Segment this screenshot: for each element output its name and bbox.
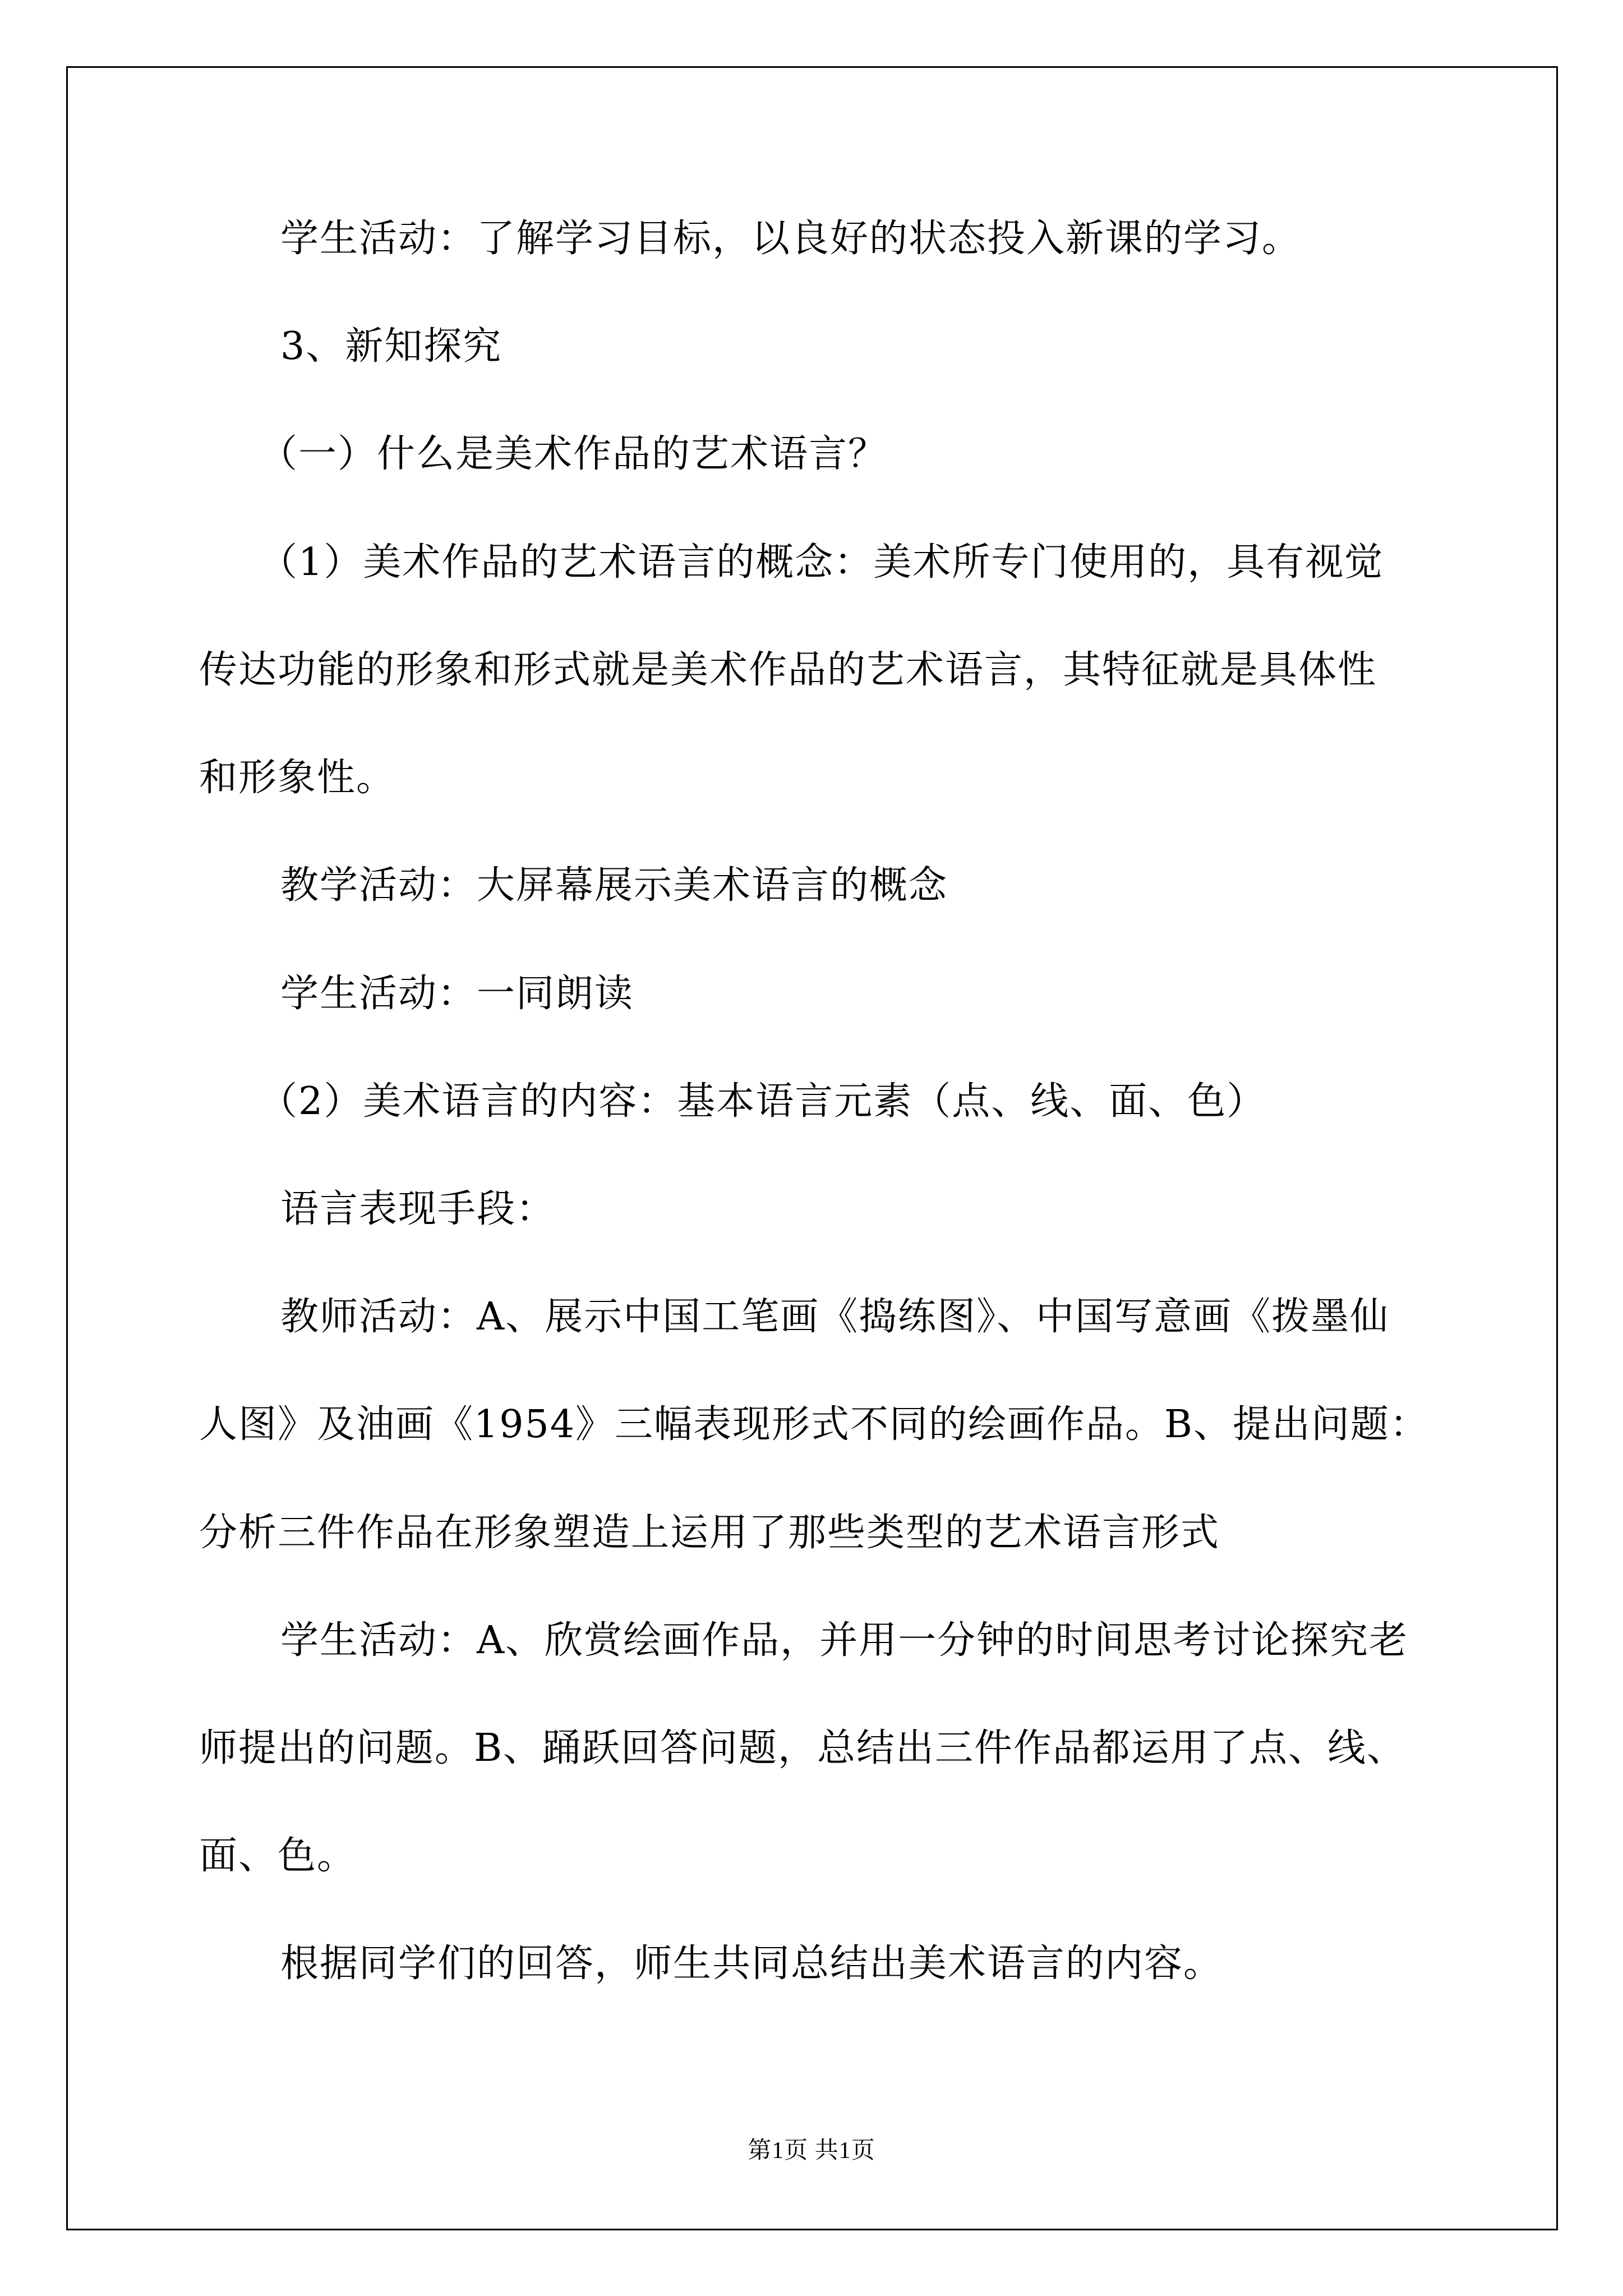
paragraph-line: 学生活动：一同朗读 <box>280 972 634 1016</box>
section-heading: 3、新知探究 <box>280 324 502 369</box>
paragraph-line: 学生活动：了解学习目标，以良好的状态投入新课的学习。 <box>280 217 1302 261</box>
paragraph-line: 师提出的问题。B、踊跃回答问题，总结出三件作品都运用了点、线、 <box>199 1726 1406 1770</box>
page-border <box>66 66 1558 2230</box>
paragraph-line: 人图》及油画《1954》三幅表现形式不同的绘画作品。B、提出问题： <box>199 1402 1430 1447</box>
paragraph-line: 语言表现手段： <box>280 1187 556 1231</box>
paragraph-line: 教师活动：A、展示中国工笔画《捣练图》、中国写意画《拨墨仙 <box>280 1295 1390 1339</box>
paragraph-line: 传达功能的形象和形式就是美术作品的艺术语言，其特征就是具体性 <box>199 648 1377 692</box>
paragraph-line: 根据同学们的回答，师生共同总结出美术语言的内容。 <box>280 1941 1223 1986</box>
paragraph-line: 分析三件作品在形象塑造上运用了那些类型的艺术语言形式 <box>199 1511 1220 1555</box>
paragraph-line: 面、色。 <box>199 1834 357 1878</box>
subsection-heading: （一）什么是美术作品的艺术语言？ <box>259 432 888 476</box>
paragraph-line: 学生活动：A、欣赏绘画作品，并用一分钟的时间思考讨论探究老 <box>280 1618 1409 1663</box>
paragraph-line: 教学活动：大屏幕展示美术语言的概念 <box>280 863 948 908</box>
page-footer: 第1页 共1页 <box>748 2138 875 2164</box>
paragraph-line: （1）美术作品的艺术语言的概念：美术所专门使用的，具有视觉 <box>259 540 1384 585</box>
paragraph-line: 和形象性。 <box>199 756 396 800</box>
paragraph-line: （2）美术语言的内容：基本语言元素（点、线、面、色） <box>259 1079 1266 1124</box>
